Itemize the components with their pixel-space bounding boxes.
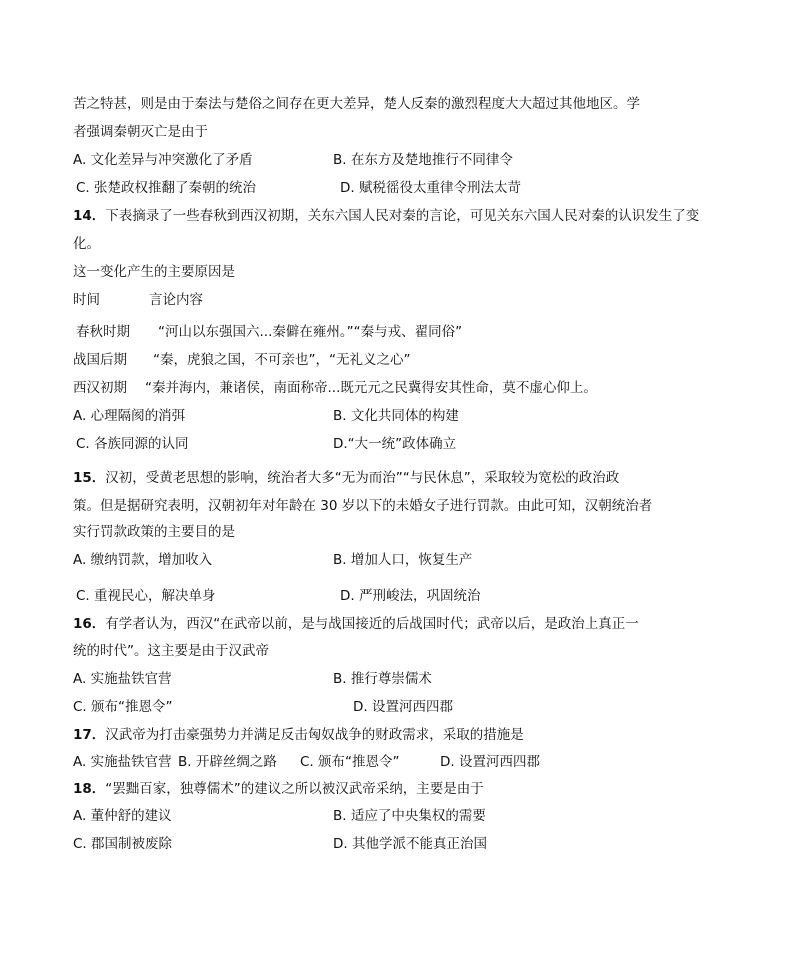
q17-option-a: A. 实施盐铁官营 <box>73 754 172 770</box>
q17-number: 17． <box>73 727 106 743</box>
q18-option-c: C. 郡国制被废除 <box>73 836 173 852</box>
q15-option-b: B. 增加人口，恢复生产 <box>333 552 473 568</box>
q18-number: 18． <box>73 781 106 797</box>
q14-row1-content: “河山以东强国六...秦僻在雍州。”“秦与戎、翟同俗” <box>158 324 463 340</box>
q16-option-a: A. 实施盐铁官营 <box>73 671 172 687</box>
q13-option-d: D. 赋税徭役太重律令刑法太苛 <box>340 180 521 196</box>
q17-stem-text: 汉武帝为打击豪强势力并满足反击匈奴战争的财政需求，采取的措施是 <box>105 727 524 743</box>
q18-option-b: B. 适应了中央集权的需要 <box>333 808 486 824</box>
q17-option-c: C. 颁布“推恩令” <box>300 754 400 770</box>
q15-stem-line2: 策。但是据研究表明，汉朝初年对年龄在 30 岁以下的未婚女子进行罚款。由此可知，汉朝统治者 <box>73 498 653 514</box>
q14-stem-line3: 这一变化产生的主要原因是 <box>73 264 235 280</box>
q18-option-d: D. 其他学派不能真正治国 <box>333 836 487 852</box>
q15-stem-line3: 实行罚款政策的主要目的是 <box>73 524 235 540</box>
q15-option-c: C. 重视民心，解决单身 <box>76 588 216 604</box>
q14-table-header-content: 言论内容 <box>149 292 203 308</box>
q14-table-header-time: 时间 <box>73 292 100 308</box>
q14-option-d: D.“大一统”政体确立 <box>333 436 457 452</box>
q18-option-a: A. 董仲舒的建议 <box>73 808 172 824</box>
q13-stem-line2: 者强调秦朝灭亡是由于 <box>73 124 208 140</box>
q14-row3-time: 西汉初期 <box>73 380 127 396</box>
q14-option-a: A. 心理隔阂的消弭 <box>73 408 186 424</box>
q16-option-d: D. 设置河西四郡 <box>353 699 453 715</box>
q14-option-c: C. 各族同源的认同 <box>76 436 189 452</box>
q15-option-d: D. 严刑峻法，巩固统治 <box>340 588 481 604</box>
q15-number: 15． <box>73 470 106 486</box>
q15-option-a: A. 缴纳罚款，增加收入 <box>73 552 213 568</box>
q14-row2-content: “秦，虎狼之国，不可亲也”，“无礼义之心” <box>153 352 411 368</box>
q18-stem-text: “罢黜百家，独尊儒术”的建议之所以被汉武帝采纳，主要是由于 <box>105 781 484 797</box>
q14-option-b: B. 文化共同体的构建 <box>333 408 459 424</box>
q14-stem-line1 <box>73 206 699 226</box>
q17-option-b: B. 开辟丝绸之路 <box>178 754 277 770</box>
q13-option-c: C. 张楚政权推翻了秦朝的统治 <box>76 180 257 196</box>
q14-row3-content: “秦并海内，兼诸侯，南面称帝...既元元之民冀得安其性命，莫不虚心仰上。 <box>145 380 597 396</box>
q15-stem-line1 <box>73 468 619 488</box>
q15-stem-text1: 汉初，受黄老思想的影响，统治者大多“无为而治”“与民休息”，采取较为宽松的政治政 <box>105 470 620 486</box>
q16-number: 16． <box>73 616 106 632</box>
q14-stem-line2: 化。 <box>73 236 100 252</box>
q14-number: 14． <box>73 208 106 224</box>
q16-option-c: C. 颁布“推恩令” <box>73 699 173 715</box>
q13-option-b: B. 在东方及楚地推行不同律令 <box>333 152 513 168</box>
q13-option-a: A. 文化差异与冲突激化了矛盾 <box>73 152 253 168</box>
q14-stem-text1: 下表摘录了一些春秋到西汉初期，关东六国人民对秦的言论，可见关东六国人民对秦的认识发生了变 <box>105 208 700 224</box>
q14-row2-time: 战国后期 <box>73 352 127 368</box>
q14-row1-time: 春秋时期 <box>76 324 130 340</box>
q16-stem-text1: 有学者认为，西汉“在武帝以前，是与战国接近的后战国时代；武帝以后，是政治上真正一 <box>105 616 639 632</box>
q16-stem-line2: 统的时代”。这主要是由于汉武帝 <box>73 643 269 659</box>
q16-stem-line1 <box>73 614 639 634</box>
q17-stem-line <box>73 725 524 745</box>
q18-stem-line <box>73 779 484 799</box>
q13-stem-line1: 苦之特甚，则是由于秦法与楚俗之间存在更大差异，楚人反秦的激烈程度大大超过其他地区。学 <box>73 96 640 112</box>
q17-option-d: D. 设置河西四郡 <box>440 754 540 770</box>
q16-option-b: B. 推行尊崇儒术 <box>333 671 432 687</box>
